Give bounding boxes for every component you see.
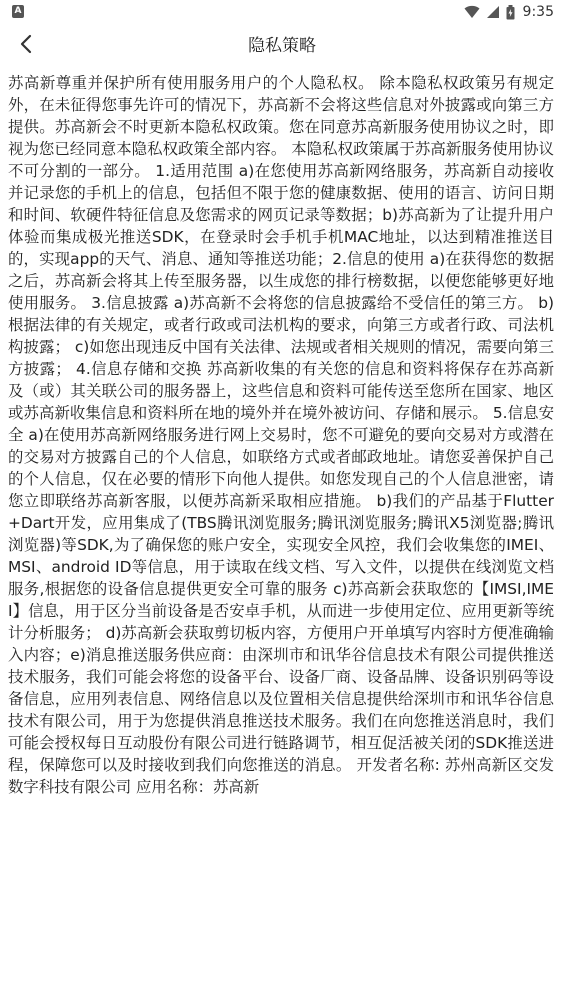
- privacy-policy-text: 苏高新尊重并保护所有使用服务用户的个人隐私权。 除本隐私权政策另有规定外，在未征得您事先许可的情况下，苏高新不会将这些信息对外披露或向第三方提供。苏高新会不时更新本隐私权政策。您在同意苏高新服务使用协议之时，即视为您已经同意本隐私权政策全部内容。 本隐私权政策属于苏高新服务使用协议不可分割的一部分。 1.适用范围 a)在您使用苏高新网络服务，苏高新自动接收并记录您的手机上的信息，包括但不限于您的健康数据、使用的语言、访问日期和时间、软硬件特征信息及您需求的网页记录等数据；b)苏高新为了让提升用户体验而集成极光推送SDK，在登录时会手机手机MAC地址，以达到精准推送目的，实现app的天气、消息、通知等推送功能；2.信息的使用 a)在获得您的数据之后，苏高新会将其上传至服务器，以生成您的排行榜数据，以便您能够更好地使用服务。 3.信息披露 a)苏高新不会将您的信息披露给不受信任的第三方。 b)根据法律的有关规定，或者行政或司法机构的要求，向第三方或者行政、司法机构披露； c)如您出现违反中国有关法律、法规或者相关规则的情况，需要向第三方披露； 4.信息存储和交换 苏高新收集的有关您的信息和资料将保存在苏高新及（或）其关联公司的服务器上，这些信息和资料可能传送至您所在国家、地区或苏高新收集信息和资料所在地的境外并在境外被访问、存储和展示。 5.信息安全 a)在使用苏高新网络服务进行网上交易时，您不可避免的要向交易对方或潜在的交易对方披露自己的个人信息，如联络方式或者邮政地址。请您妥善保护自己的个人信息，仅在必要的情形下向他人提供。如您发现自己的个人信息泄密，请您立即联络苏高新客服，以便苏高新采取相应措施。 b)我们的产品基于Flutter+Dart开发，应用集成了(TBS腾讯浏览服务;腾讯浏览服务;腾讯X5浏览器;腾讯浏览器)等SDK,为了确保您的账户安全，实现安全风控，我们会收集您的IMEI、MSI、android ID等信息，用于读取在线文档、写入文件，以提供在线浏览文档服务,根据您的设备信息提供更安全可靠的服务 c)苏高新会获取您的【IMSI,IMEI】信息，用于区分当前设备是否安卓手机，从而进一步使用定位、应用更新等统计分析服务； d)苏高新会获取剪切板内容，方便用户开单填写内容时方便准确输入内容；e)消息推送服务供应商：由深圳市和讯华谷信息技术有限公司提供推送技术服务，我们可能会将您的设备平台、设备厂商、设备品牌、设备识别码等设备信息，应用列表信息、网络信息以及位置相关信息提供给深圳市和讯华谷信息技术有限公司，用于为您提供消息推送技术服务。我们在向您推送消息时，我们可能会授权每日互动股份有限公司进行链路调节，相互促活被关闭的SDK推送进程，保障您可以及时接收到我们向您推送的消息。 开发者名称: 苏州高新区交发数字科技有限公司 应用名称：苏高新: [8, 74, 554, 796]
- status-right-group: [464, 0, 554, 24]
- notification-a-icon: A: [12, 5, 24, 18]
- battery-icon: [506, 5, 515, 20]
- chevron-left-icon: [19, 34, 33, 58]
- back-button[interactable]: [8, 28, 44, 64]
- status-bar: [0, 0, 564, 24]
- app-bar: [0, 24, 564, 68]
- status-time: 9:35: [522, 4, 554, 20]
- page-title: 隐私策略: [248, 36, 316, 56]
- signal-icon: [486, 5, 500, 19]
- wifi-icon: [464, 5, 480, 19]
